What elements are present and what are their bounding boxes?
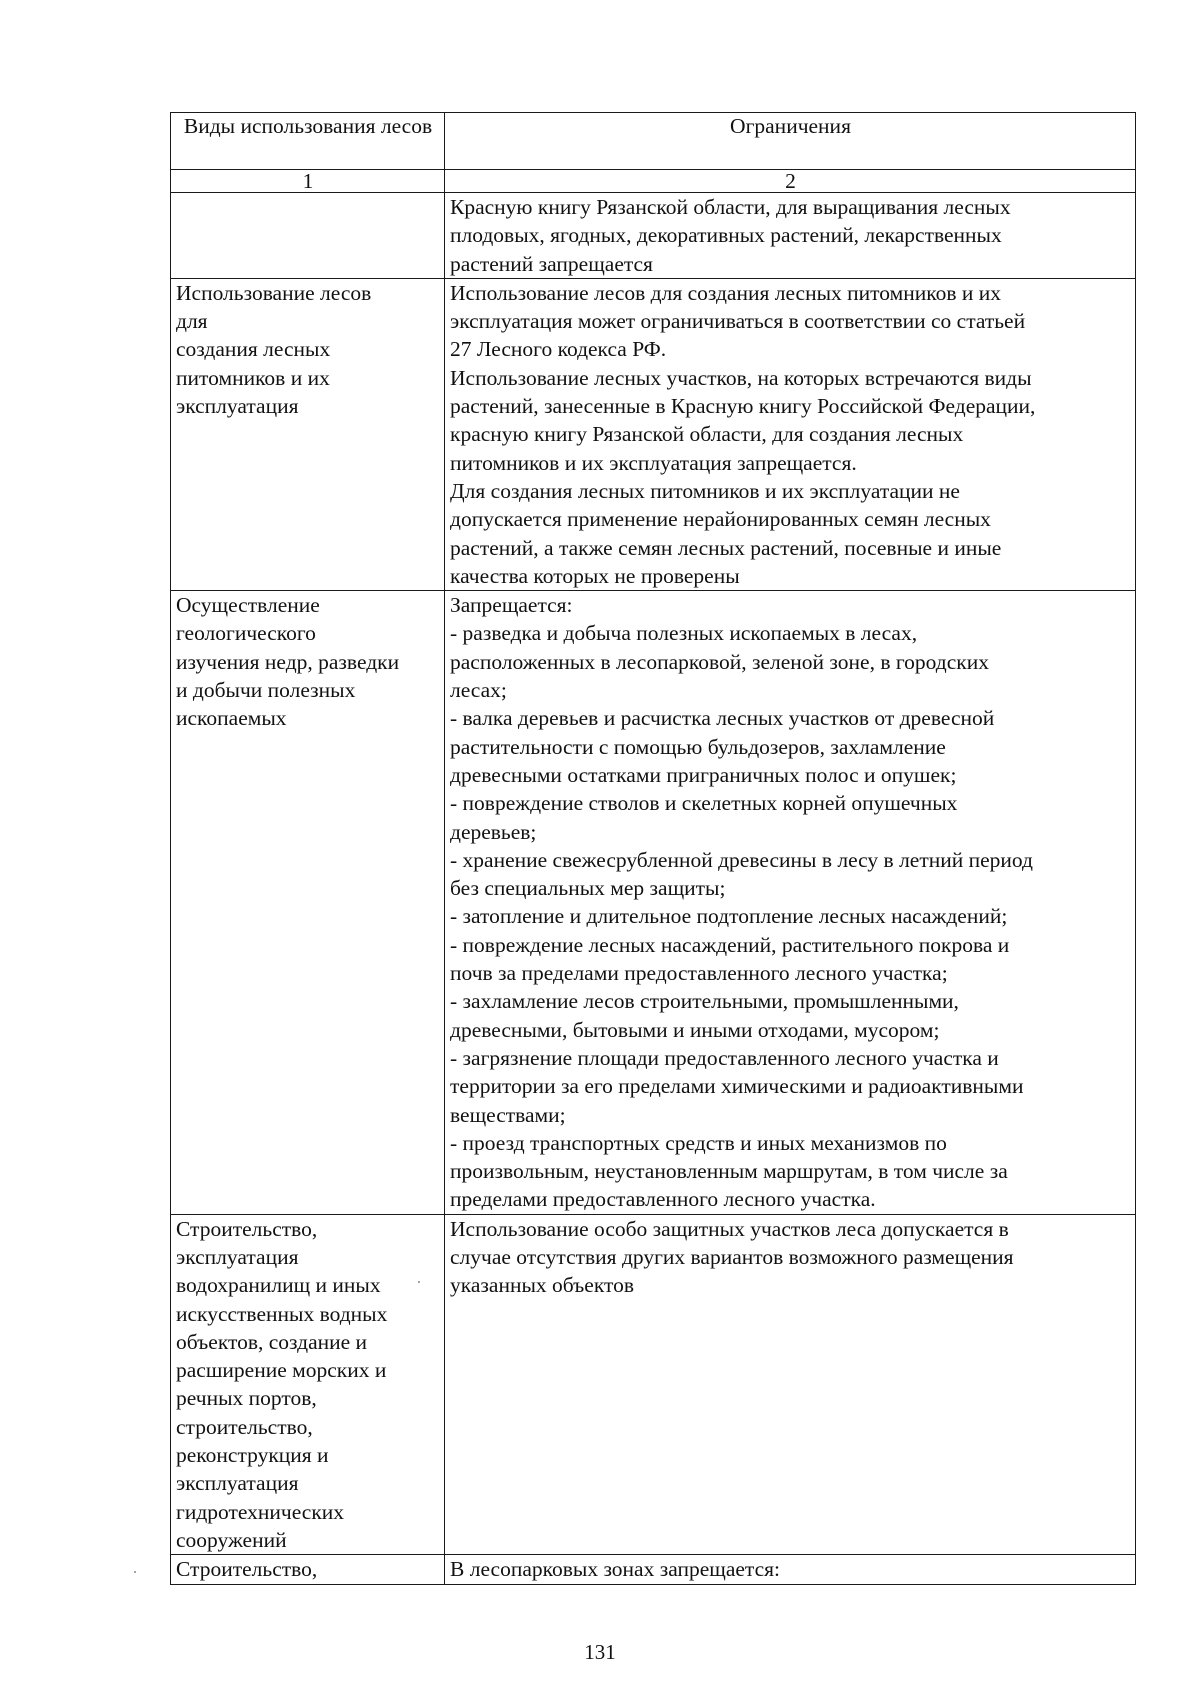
restrictions-cell: Красную книгу Рязанской области, для выращивания лесных плодовых, ягодных, декоративных растений, лекарственных растений запрещается [445,193,1136,279]
scan-speck [134,1571,136,1573]
restrictions-cell: В лесопарковых зонах запрещается: [445,1555,1136,1584]
header-restrictions: Ограничения [445,113,1136,170]
column-number: 2 [445,170,1136,193]
scan-speck [418,1281,420,1283]
table-row [171,193,1136,279]
forest-use-cell: Строительство, [171,1555,445,1584]
table-row [171,1214,1136,1555]
page-number: 131 [584,1640,616,1664]
column-number-row [171,170,1136,193]
forest-use-cell: Строительство, эксплуатация водохранилищ и иных искусственных водных объектов, создание и расширение морских и речных портов, строительство, реконструкция и эксплуатация гидротехнических сооружений [171,1214,445,1555]
column-number: 1 [171,170,445,193]
table-row [171,278,1136,590]
forest-use-cell: Осуществление геологического изучения недр, разведки и добычи полезных ископаемых [171,591,445,1215]
restrictions-table [170,112,1136,1585]
restrictions-cell: Использование лесов для создания лесных питомников и их эксплуатация может ограничиваться в соответствии со статьей 27 Лесного кодекса РФ. Использование лесных участков, на которых встречаются виды растений, занесенные в Красную книгу Российской Федерации, красную книгу Рязанской области, для создания лесных питомников и их эксплуатация запрещается. Для создания лесных питомников и их эксплуатации не допускается применение нерайонированных семян лесных растений, а также семян лесных растений, посевные и иные качества которых не проверены [445,278,1136,590]
header-forest-use-types: Виды использования лесов [171,113,445,170]
table-header-row [171,113,1136,170]
table-row [171,1555,1136,1584]
restrictions-cell: Запрещается: - разведка и добыча полезных ископаемых в лесах, расположенных в лесопарковой, зеленой зоне, в городских лесах; - валка деревьев и расчистка лесных участков от древесной растительности с помощью бульдозеров, захламление древесными остатками приграничных полос и опушек; - повреждение стволов и скелетных корней опушечных деревьев; - хранение свежесрубленной древесины в лесу в летний период без специальных мер защиты; - затопление и длительное подтопление лесных насаждений; - повреждение лесных насаждений, растительного покрова и почв за пределами предоставленного лесного участка; - захламление лесов строительными, промышленными, древесными, бытовыми и иными отходами, мусором; - загрязнение площади предоставленного лесного участка и территории за его пределами химическими и радиоактивными веществами; - проезд транспортных средств и иных механизмов по произвольным, неустановленным маршрутам, в том числе за пределами предоставленного лесного участка. [445,591,1136,1215]
forest-use-cell [171,193,445,279]
table-row [171,591,1136,1215]
forest-use-cell: Использование лесов для создания лесных питомников и их эксплуатация [171,278,445,590]
restrictions-cell: Использование особо защитных участков леса допускается в случае отсутствия других вариантов возможного размещения указанных объектов [445,1214,1136,1555]
